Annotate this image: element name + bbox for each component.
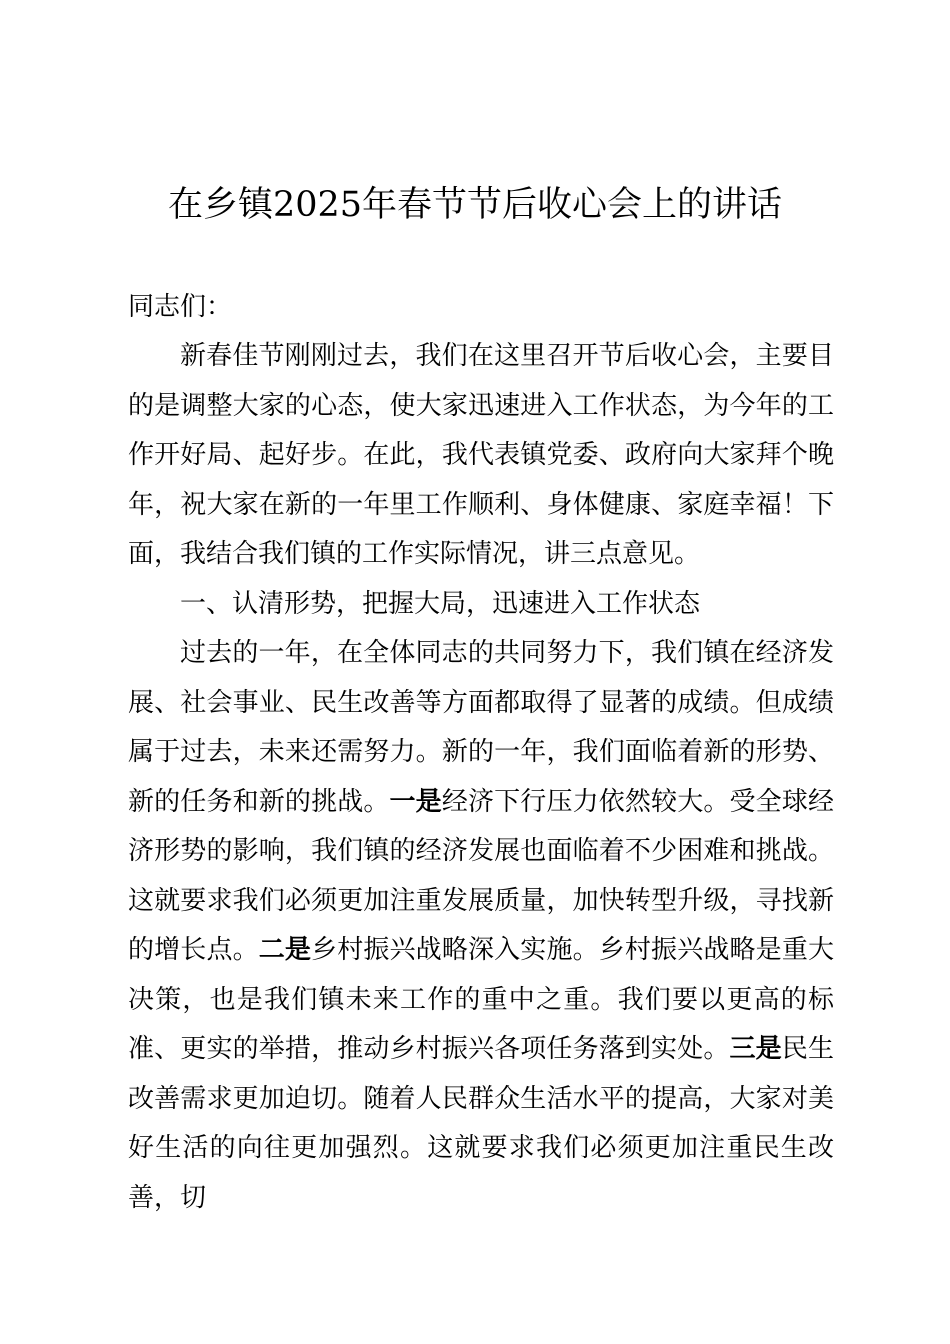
intro-paragraph: 新春佳节刚刚过去，我们在这里召开节后收心会，主要目的是调整大家的心态，使大家迅速进入工作状态，为今年的工作开好局、起好步。在此，我代表镇党委、政府向大家拜个晚年，祝大家在新的一年里工作顺利、身体健康、家庭幸福！下面，我结合我们镇的工作实际情况，讲三点意见。 <box>128 341 834 569</box>
point-label-3: 三是 <box>729 1034 782 1064</box>
document-body <box>128 332 834 1223</box>
section-heading-1: 一、认清形势，把握大局，迅速进入工作状态 <box>180 588 701 619</box>
section-1-paragraph <box>128 629 834 1223</box>
salutation: 同志们： <box>128 292 233 322</box>
section-1-text-4: 民生改善需求更加迫切。随着人民群众生活水平的提高，大家对美好生活的向往更加强烈。这就要求我们必须更加注重民生改善，切 <box>128 1034 834 1213</box>
section-1-text-2: 经济下行压力依然较大。受全球经济形势的影响，我们镇的经济发展也面临着不少困难和挑战。这就要求我们必须更加注重发展质量，加快转型升级，寻找新的增长点。 <box>128 786 834 965</box>
section-1-text-3: 乡村振兴战略深入实施。乡村振兴战略是重大决策，也是我们镇未来工作的重中之重。我们要以更高的标准、更实的举措，推动乡村振兴各项任务落到实处。 <box>128 935 834 1064</box>
section-1-text-1: 过去的一年，在全体同志的共同努力下，我们镇在经济发展、社会事业、民生改善等方面都取得了显著的成绩。但成绩属于过去，未来还需努力。新的一年，我们面临着新的形势、新的任务和新的挑战。 <box>128 638 834 817</box>
point-label-1: 一是 <box>389 786 442 817</box>
document-title: 在乡镇2025年春节节后收心会上的讲话 <box>167 185 783 225</box>
point-label-2: 二是 <box>258 935 312 965</box>
